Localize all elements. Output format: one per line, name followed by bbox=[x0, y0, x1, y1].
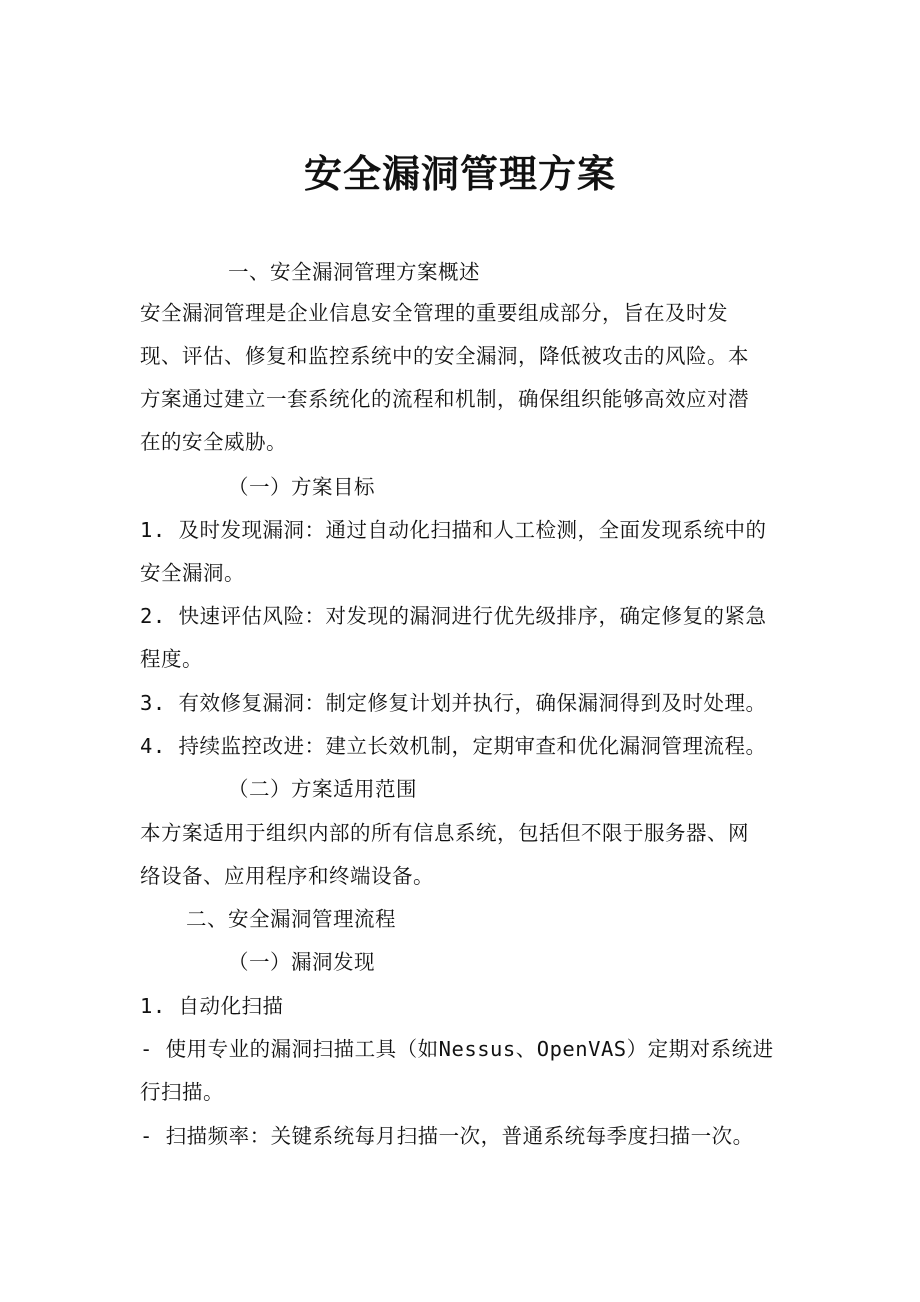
list-item: 1. 及时发现漏洞：通过自动化扫描和人工检测，全面发现系统中的 bbox=[140, 518, 767, 542]
page-title: 安全漏洞管理方案 bbox=[303, 152, 616, 196]
subsection-heading: （二）方案适用范围 bbox=[228, 777, 417, 801]
paragraph-line: 在的安全威胁。 bbox=[140, 430, 287, 454]
subsection-heading: （一）漏洞发现 bbox=[228, 950, 375, 974]
paragraph-line: 安全漏洞管理是企业信息安全管理的重要组成部分，旨在及时发 bbox=[140, 301, 728, 325]
list-item-continuation: 程度。 bbox=[140, 647, 203, 671]
paragraph-line: 络设备、应用程序和终端设备。 bbox=[140, 864, 434, 888]
list-item: 1. 自动化扫描 bbox=[140, 994, 284, 1018]
list-item: 2. 快速评估风险：对发现的漏洞进行优先级排序，确定修复的紧急 bbox=[140, 604, 767, 628]
section-heading: 二、安全漏洞管理流程 bbox=[186, 907, 396, 931]
section-heading: 一、安全漏洞管理方案概述 bbox=[228, 260, 480, 284]
bullet-item: - 扫描频率：关键系统每月扫描一次，普通系统每季度扫描一次。 bbox=[140, 1124, 754, 1148]
bullet-item-continuation: 行扫描。 bbox=[140, 1080, 224, 1104]
list-item: 4. 持续监控改进：建立长效机制，定期审查和优化漏洞管理流程。 bbox=[140, 734, 767, 758]
subsection-heading: （一）方案目标 bbox=[228, 475, 375, 499]
paragraph-line: 方案通过建立一套系统化的流程和机制，确保组织能够高效应对潜 bbox=[140, 387, 749, 411]
bullet-item: - 使用专业的漏洞扫描工具（如Nessus、OpenVAS）定期对系统进 bbox=[140, 1037, 774, 1061]
paragraph-line: 本方案适用于组织内部的所有信息系统，包括但不限于服务器、网 bbox=[140, 821, 749, 845]
list-item-continuation: 安全漏洞。 bbox=[140, 561, 245, 585]
paragraph-line: 现、评估、修复和监控系统中的安全漏洞，降低被攻击的风险。本 bbox=[140, 344, 749, 368]
list-item: 3. 有效修复漏洞：制定修复计划并执行，确保漏洞得到及时处理。 bbox=[140, 691, 767, 715]
